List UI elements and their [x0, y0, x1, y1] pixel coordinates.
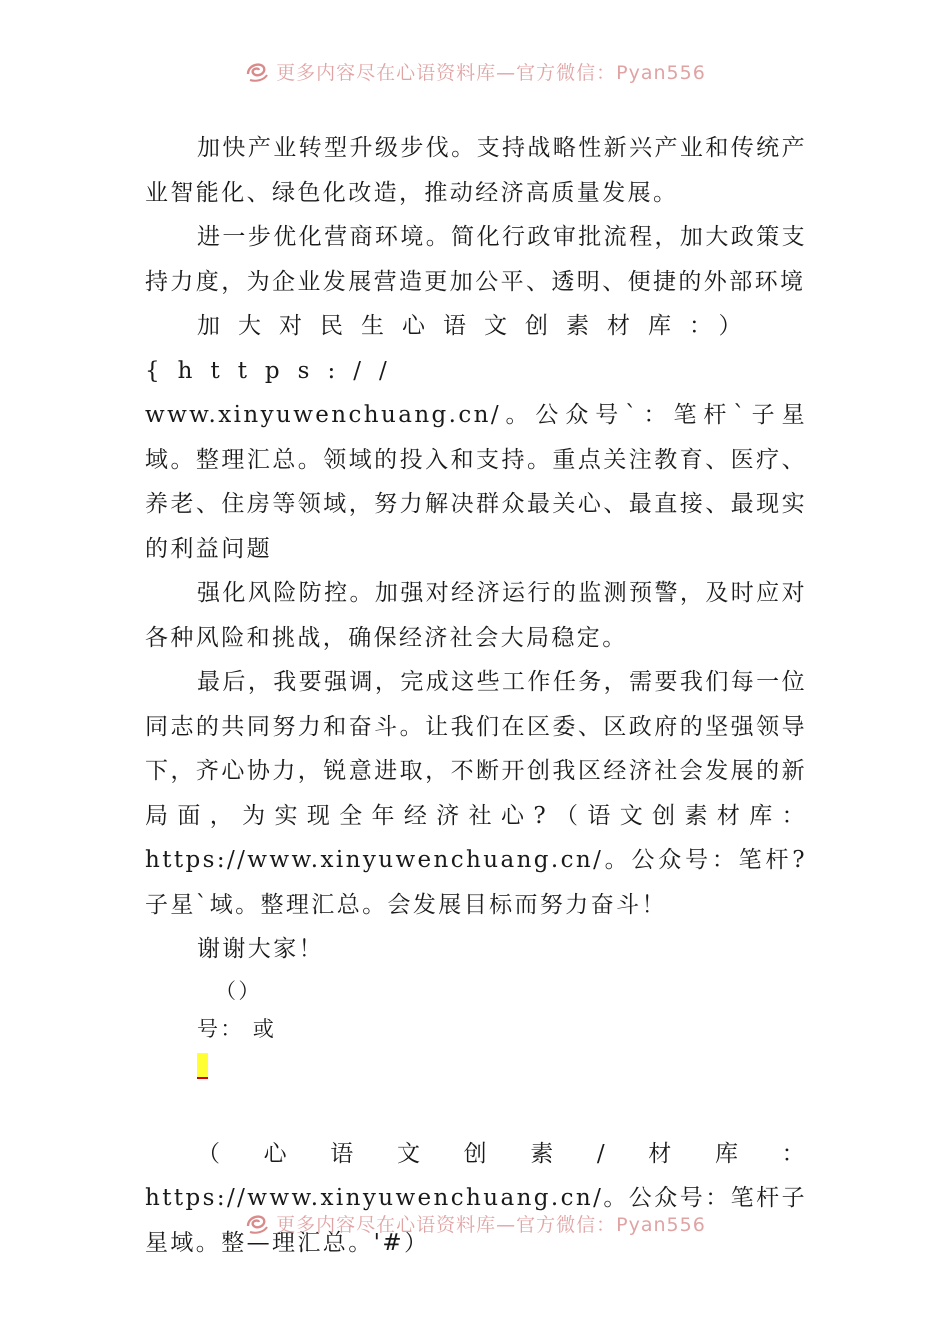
hao-line: 号： 或	[197, 1016, 277, 1041]
paragraph-risk-control: 强化风险防控。加强对经济运行的监测预警，及时应对各种风险和挑战，确保经济社会大局稳定。	[145, 580, 807, 651]
watermark-text: 更多内容尽在心语资料库—官方微信：Pyan556	[276, 61, 706, 84]
document-body	[145, 126, 807, 1265]
swirl-logo-icon	[244, 1210, 270, 1236]
paragraph-livelihood-rest: www.xinyuwenchuang.cn/。公众号`：笔杆`子星域。整理汇总。领域的投入和支持。重点关注教育、医疗、养老、住房等领域，努力解决群众最关心、最直接、最现实的利益问题	[145, 402, 807, 562]
paragraph-livelihood-line1: 加大对民生心语文创素材库：）{https://	[145, 313, 760, 384]
paragraph-industry: 加快产业转型升级步伐。支持战略性新兴产业和传统产业智能化、绿色化改造，推动经济高质量发展。	[145, 135, 807, 206]
paragraph-business-environment: 进一步优化营商环境。简化行政审批流程，加大政策支持力度，为企业发展营造更加公平、透明、便捷的外部环境	[145, 224, 807, 295]
paragraph-closing: 最后，我要强调，完成这些工作任务，需要我们每一位同志的共同努力和奋斗。让我们在区委、区政府的坚强领导下，齐心协力，锐意进取，不断开创我区经济社会发展的新局面，为实现全年经济社心?（语文创素材库：https://www.xinyuwenchuang.cn/。公众号：笔杆?子星`域。整理汇总。会发展目标而努力奋斗！	[145, 669, 807, 918]
watermark-header	[0, 54, 950, 88]
thanks-line: 谢谢大家！	[197, 936, 324, 962]
highlight-marker	[197, 1053, 208, 1079]
highlight-marker-line	[145, 1048, 807, 1082]
empty-parentheses: （）	[215, 978, 262, 1003]
footer-note: （心语文创素/材库：https://www.xinyuwenchuang.cn/。公众号：笔杆子星域。整—理汇总。'#）	[145, 1140, 807, 1256]
swirl-logo-icon	[244, 58, 270, 84]
spacer	[145, 1082, 807, 1132]
watermark-footer	[0, 1206, 950, 1240]
watermark-text: 更多内容尽在心语资料库—官方微信：Pyan556	[276, 1213, 706, 1236]
